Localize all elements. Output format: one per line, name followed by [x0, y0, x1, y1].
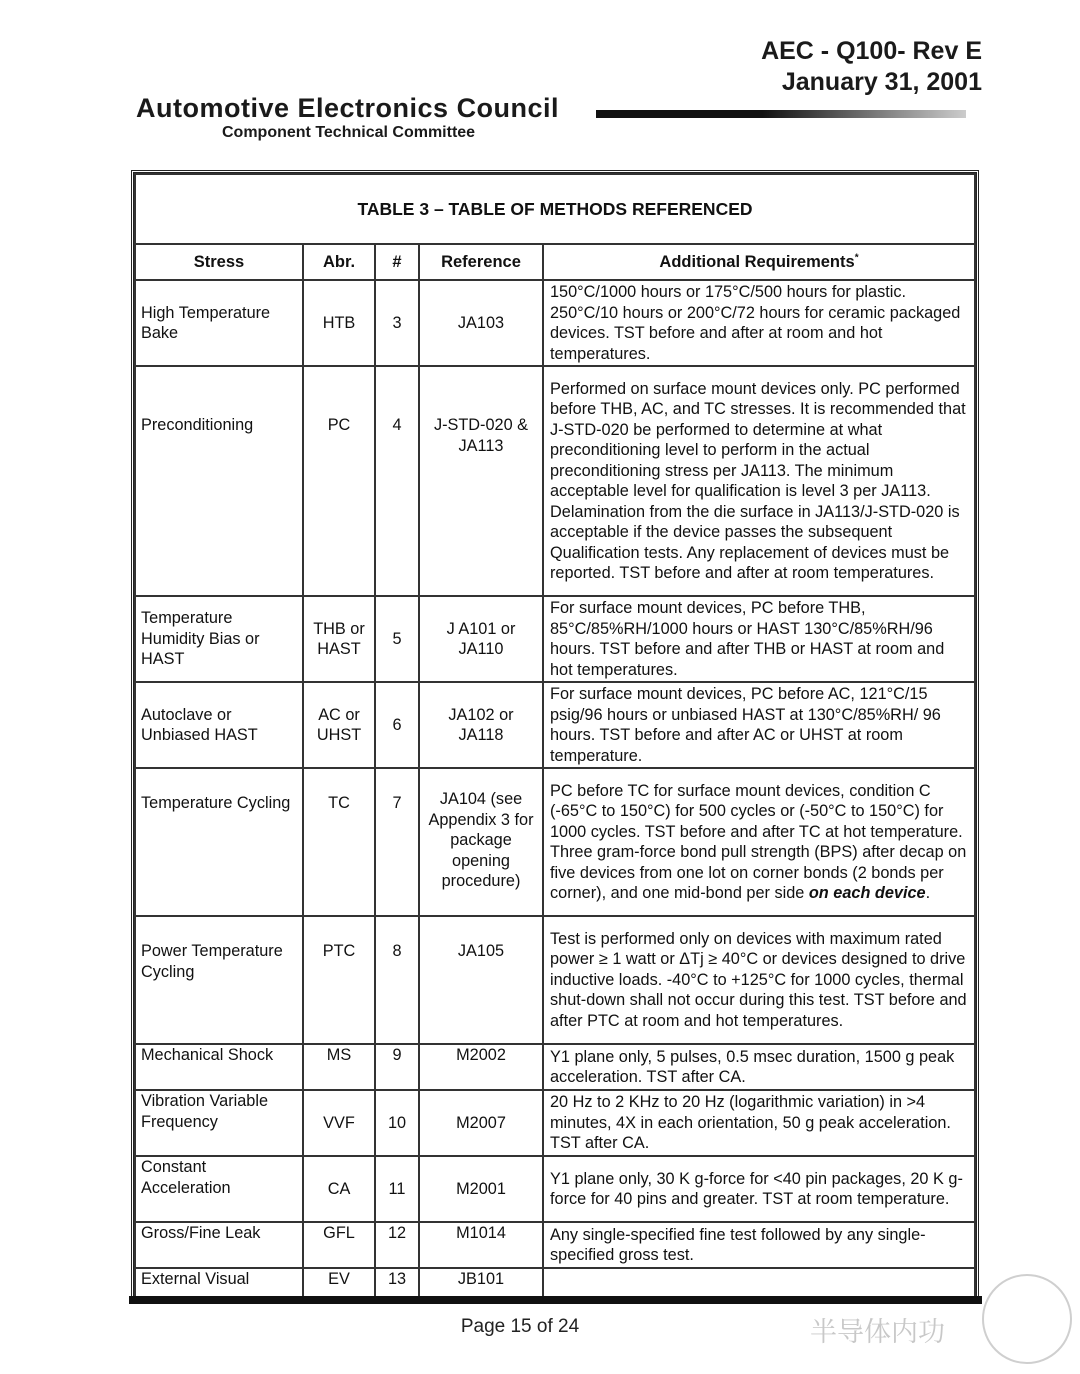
cell-abr: TC — [303, 768, 375, 916]
cell-stress: Preconditioning — [135, 366, 303, 596]
cell-requirements: Test is performed only on devices with maximum rated power ≥ 1 watt or ΔTj ≥ 40°C or devices designed to drive inductive loads. -40°C to +125°C for 1000 cycles, thermal shut-down shall not occur during this test. TST before and after PTC at room and hot temperatures. — [543, 916, 975, 1044]
requirements-text: PC before TC for surface mount devices, condition C (-65°C to 150°C) for 500 cycles or (-50°C to 150°C) for 1000 cycles. TST before and after TC at hot temperature. Three gram-force bond pull strength (BPS) after decap on five devices from one lot on corner bonds (2 bonds per corner), and one mid-bond per side — [550, 781, 967, 902]
table-row — [135, 1156, 975, 1222]
table-row — [135, 682, 975, 768]
cell-reference: JA105 — [419, 916, 543, 1044]
cell-stress: Gross/Fine Leak — [135, 1222, 303, 1268]
requirements-tail: . — [925, 884, 931, 902]
cell-requirements: Any single-specified fine test followed by any single-specified gross test. — [543, 1222, 975, 1268]
table-row — [135, 1268, 975, 1298]
cell-stress: High Temperature Bake — [135, 280, 303, 366]
cell-requirements: Performed on surface mount devices only. PC performed before THB, AC, and TC stresses. It is recommended that J-STD-020 be performed to determine at what preconditioning level to perform in the actual preconditioning stress per JA113. The minimum acceptable level for qualification is level 3 per JA113. Delamination from the die surface in JA113/J-STD-020 is acceptable if the device passes the subsequent Qualification tests. Any replacement of devices must be reported. TST before and after at room temperatures. — [543, 366, 975, 596]
table-row — [135, 1090, 975, 1156]
cell-reference: J-STD-020 & JA113 — [419, 366, 543, 596]
document-id-block — [761, 36, 982, 98]
table-row — [135, 280, 975, 366]
cell-reference: JA104 (see Appendix 3 for package opening procedure) — [419, 768, 543, 916]
cell-abr: THB or HAST — [303, 596, 375, 682]
cell-abr: PC — [303, 366, 375, 596]
cell-abr: HTB — [303, 280, 375, 366]
cell-num: 6 — [375, 682, 419, 768]
cell-abr: PTC — [303, 916, 375, 1044]
table-header-row — [135, 244, 975, 280]
document-id: AEC - Q100- Rev E — [761, 37, 982, 65]
cell-num: 12 — [375, 1222, 419, 1268]
page-number: Page 15 of 24 — [460, 1316, 580, 1337]
cell-reference: J A101 or JA110 — [419, 596, 543, 682]
table-row — [135, 916, 975, 1044]
cell-reference: M2001 — [419, 1156, 543, 1222]
table-caption-row — [135, 174, 975, 244]
col-header-abr: Abr. — [303, 244, 375, 280]
cell-num: 9 — [375, 1044, 419, 1090]
cell-abr: CA — [303, 1156, 375, 1222]
cell-stress: Vibration Variable Frequency — [135, 1090, 303, 1156]
table-caption: TABLE 3 – TABLE OF METHODS REFERENCED — [135, 174, 975, 244]
requirements-emphasis: on each device — [808, 884, 926, 902]
table-row — [135, 1222, 975, 1268]
page-bottom-rule — [129, 1296, 982, 1304]
cell-reference: JA103 — [419, 280, 543, 366]
col-header-reference: Reference — [419, 244, 543, 280]
cell-abr: VVF — [303, 1090, 375, 1156]
cell-requirements: Y1 plane only, 5 pulses, 0.5 msec duration, 1500 g peak acceleration. TST after CA. — [543, 1044, 975, 1090]
cell-reference: M2002 — [419, 1044, 543, 1090]
cell-num: 7 — [375, 768, 419, 916]
col-header-additional-requirements: Additional Requirements* — [543, 244, 975, 280]
document-date: January 31, 2001 — [781, 68, 982, 96]
col-header-additional-requirements-label: Additional Requirements — [659, 252, 855, 271]
header-rule — [596, 110, 966, 118]
cell-stress: External Visual — [135, 1268, 303, 1298]
cell-reference: JA102 or JA118 — [419, 682, 543, 768]
cell-requirements: For surface mount devices, PC before AC, 121°C/15 psig/96 hours or unbiased HAST at 130°C/85%RH/ 96 hours. TST before and after AC or UHST at room temperature. — [543, 682, 975, 768]
cell-reference: M1014 — [419, 1222, 543, 1268]
cell-abr: GFL — [303, 1222, 375, 1268]
table-row — [135, 1044, 975, 1090]
cell-abr: AC or UHST — [303, 682, 375, 768]
cell-requirements: For surface mount devices, PC before THB, 85°C/85%RH/1000 hours or HAST 130°C/85%RH/96 hours. TST before and after THB or HAST at room and hot temperatures. — [543, 596, 975, 682]
cell-reference: M2007 — [419, 1090, 543, 1156]
methods-table — [134, 173, 976, 1299]
col-header-stress: Stress — [135, 244, 303, 280]
table-row — [135, 768, 975, 916]
cell-requirements — [543, 1268, 975, 1298]
cell-num: 5 — [375, 596, 419, 682]
cell-num: 11 — [375, 1156, 419, 1222]
cell-reference: JB101 — [419, 1268, 543, 1298]
cell-num: 10 — [375, 1090, 419, 1156]
cell-stress: Constant Acceleration — [135, 1156, 303, 1222]
methods-table-frame — [131, 170, 979, 1300]
table-row — [135, 366, 975, 596]
table-row — [135, 596, 975, 682]
cell-stress: Temperature Cycling — [135, 768, 303, 916]
cell-requirements: 20 Hz to 2 KHz to 20 Hz (logarithmic variation) in >4 minutes, 4X in each orientation, 50 g peak acceleration. TST after CA. — [543, 1090, 975, 1156]
cell-num: 4 — [375, 366, 419, 596]
cell-abr: EV — [303, 1268, 375, 1298]
cell-requirements: 150°C/1000 hours or 175°C/500 hours for plastic. 250°C/10 hours or 200°C/72 hours for ceramic packaged devices. TST before and after at room and hot temperatures. — [543, 280, 975, 366]
committee-name: Component Technical Committee — [222, 124, 476, 141]
col-header-num: # — [375, 244, 419, 280]
cell-num: 8 — [375, 916, 419, 1044]
seal-stamp — [982, 1274, 1072, 1364]
organization-name: Automotive Electronics Council — [136, 93, 560, 123]
cell-stress: Autoclave or Unbiased HAST — [135, 682, 303, 768]
cell-stress: Power Temperature Cycling — [135, 916, 303, 1044]
cell-requirements: Y1 plane only, 30 K g-force for <40 pin packages, 20 K g-force for 40 pins and greater. TST at room temperature. — [543, 1156, 975, 1222]
cell-abr: MS — [303, 1044, 375, 1090]
cell-num: 13 — [375, 1268, 419, 1298]
cell-stress: Mechanical Shock — [135, 1044, 303, 1090]
cell-stress: Temperature Humidity Bias or HAST — [135, 596, 303, 682]
watermark-text: 半导体内功 — [810, 1317, 945, 1348]
cell-num: 3 — [375, 280, 419, 366]
cell-requirements — [543, 768, 975, 916]
